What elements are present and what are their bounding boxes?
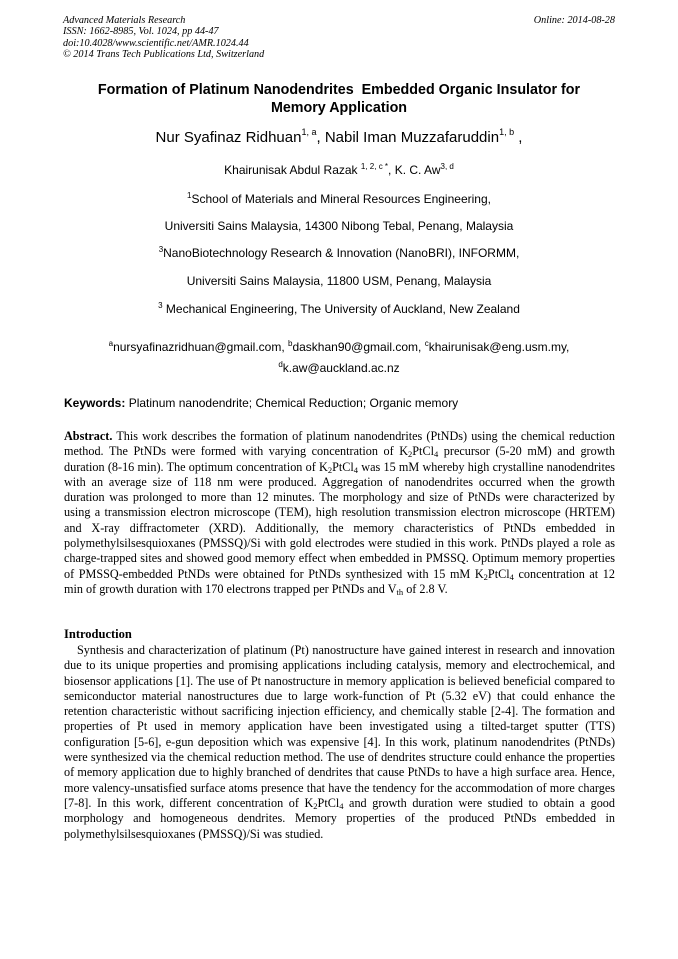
title-line-1: Formation of Platinum Nanodendrites Embedded Organic Insulator for: [97, 82, 581, 98]
subscript: 2: [327, 464, 333, 475]
affiliation-1-line-1: [40, 192, 638, 206]
author-name: Nur Syafinaz Ridhuan: [155, 129, 302, 146]
author-line-1: Nur Syafinaz Ridhuan$^{1, a}$, Nabil Iman Muzzafaruddin$^{1, b}$ ,: [155, 127, 523, 146]
abstract-text: PtCl: [412, 444, 434, 459]
email-link[interactable]: k.aw@auckland.ac.nz: [282, 361, 400, 375]
affiliation-2-line-2: Universiti Sains Malaysia, 11800 USM, Penang, Malaysia: [186, 274, 492, 288]
email-link[interactable]: khairunisak@eng.usm.my,: [428, 340, 570, 354]
journal-copyright: © 2014 Trans Tech Publications Ltd, Switzerland: [63, 48, 265, 60]
email-mark: a: [108, 339, 114, 348]
affiliation-text: Mechanical Engineering, The University of Auckland, New Zealand: [162, 302, 520, 316]
title-line-2: Memory Application: [270, 100, 408, 116]
affiliation-text: NanoBiotechnology Research & Innovation (NanoBRI), INFORMM,: [163, 246, 520, 260]
subscript: th: [396, 586, 404, 597]
subscript: 4: [509, 571, 514, 582]
affiliation-text: School of Materials and Mineral Resources Engineering,: [191, 192, 491, 206]
abstract-label: Abstract.: [64, 429, 113, 443]
affiliation-number: 3: [158, 245, 164, 254]
emails-line-1: [40, 340, 638, 354]
introduction-text: [64, 643, 615, 842]
journal-issn: ISSN: 1662-8985, Vol. 1024, pp 44-47: [63, 26, 219, 38]
author-affiliation-mark: 1, 2, c *: [360, 162, 389, 171]
intro-text: and growth duration were studied to obtain a good morphology and homogeneous dendrites. Memory properties of the produced PtNDs embedded in polymethylsilsesquioxanes (PMSSQ)/Si was studied.: [64, 795, 615, 841]
author-name: Khairunisak Abdul Razak: [224, 163, 358, 177]
keywords: [64, 396, 616, 410]
journal-header: [63, 15, 264, 60]
subscript: 2: [483, 571, 488, 582]
affiliation-number: 3: [158, 301, 163, 310]
affiliation-1-line-2: Universiti Sains Malaysia, 14300 Nibong Tebal, Penang, Malaysia: [164, 219, 514, 233]
abstract: [64, 429, 615, 597]
abstract-text: was 15 mM whereby high crystalline nanodendrites with an average size of 118 nm were produced. Aggregation of nanodendrites occurred when the growth duration was prolonged to more than 12 minutes. The morphology and size of PtNDs were characterized by using a transmission electron microscope (TEM), high resolution transmission electron microscope (HRTEM) and X-ray diffractometer (XRD). Additionally, the memory characteristics of PtNDs embedded in polymethylsilsesquioxanes (PMSSQ)/Si with gold electrodes were studied in this work. PtNDs played a role as charge-trapped sites and showed good memory effect when embedded in PMSSQ. Optimum memory properties of PMSSQ-embedded PtNDs were obtained for PtNDs synthesized with 15 mM K: [64, 459, 615, 581]
keywords-text: Platinum nanodendrite; Chemical Reduction; Organic memory: [125, 396, 459, 410]
abstract-text: PtCl: [487, 566, 510, 581]
subscript: 4: [433, 449, 439, 460]
abstract-text: of 2.8 V.: [403, 581, 448, 596]
emails-line-2: [40, 361, 638, 375]
journal-name: Advanced Materials Research: [63, 15, 186, 26]
author-name: K. C. Aw: [394, 163, 441, 177]
author-name: Nabil Iman Muzzafaruddin: [324, 129, 500, 146]
affiliation-3: [40, 302, 638, 316]
email-link[interactable]: nursyafinazridhuan@gmail.com,: [113, 340, 288, 354]
author-affiliation-mark: 1, a: [301, 127, 317, 137]
email-mark: d: [278, 360, 283, 369]
abstract-text: concentration at 12 min of growth duration with 170 electrons trapped per PtNDs and V: [64, 566, 615, 596]
affiliation-number: 1: [187, 191, 192, 200]
subscript: 4: [353, 464, 359, 475]
affiliation-2-line-1: [40, 246, 638, 260]
subscript: 2: [408, 449, 413, 460]
author-affiliation-mark: 3, d: [440, 162, 454, 171]
email-mark: c: [424, 339, 429, 348]
abstract-text: PtCl: [332, 459, 354, 474]
intro-text: Synthesis and characterization of platinum (Pt) nanostructure have gained interest in research and innovation due to its unique properties and promising applications including catalysis, memory and electrochemical, and biosensor applications [1]. The use of Pt nanostructure in memory application is believed beneficial compared to semiconductor material nanostructures due to large work-function of Pt (5.32 eV) that could enhance the retention characteristic without sacrificing injection efficiency, and chemically stable [2-4]. The formation and properties of Pt used in memory application have been investigated using a tilted-target sputter (TTS) configuration [5-6], e-gun deposition which was expensive [4]. In this work, platinum nanodendrites (PtNDs) were synthesized via the chemical reduction method. The use of dendrites structure could enhance the properties of memory application due to highly branched of dendrites that cause PtNDs to have a high surface area. Hence, more valency-unsatisfied surface atoms presence that have the tendency for the accommodation of more charges [7-8]. In this work, different concentration of K: [64, 643, 615, 810]
journal-doi: doi:10.4028/www.scientific.net/AMR.1024.44: [63, 37, 249, 49]
abstract-text: precursor (5-20 mM) and growth duration (8-16 min). The optimum concentration of K: [64, 444, 615, 474]
keywords-label: Keywords:: [64, 396, 126, 410]
subscript: 4: [339, 800, 344, 811]
email-mark: b: [288, 339, 293, 348]
intro-text: PtCl: [317, 795, 340, 810]
subscript: 2: [313, 800, 318, 811]
author-line-2: Khairunisak Abdul Razak $^{1, 2, c *}$, K. C. Aw$^{3, d}$: [224, 162, 454, 177]
online-date: Online: 2014-08-28: [533, 15, 615, 26]
author-affiliation-mark: 1, b: [499, 127, 515, 137]
email-link[interactable]: daskhan90@gmail.com,: [292, 340, 425, 354]
abstract-text: This work describes the formation of platinum nanodendrites (PtNDs) using the chemical reduction method. The PtNDs were formed with varying concentration of K: [64, 429, 615, 459]
paper-title: [40, 81, 638, 117]
introduction-heading: Introduction: [64, 627, 132, 641]
